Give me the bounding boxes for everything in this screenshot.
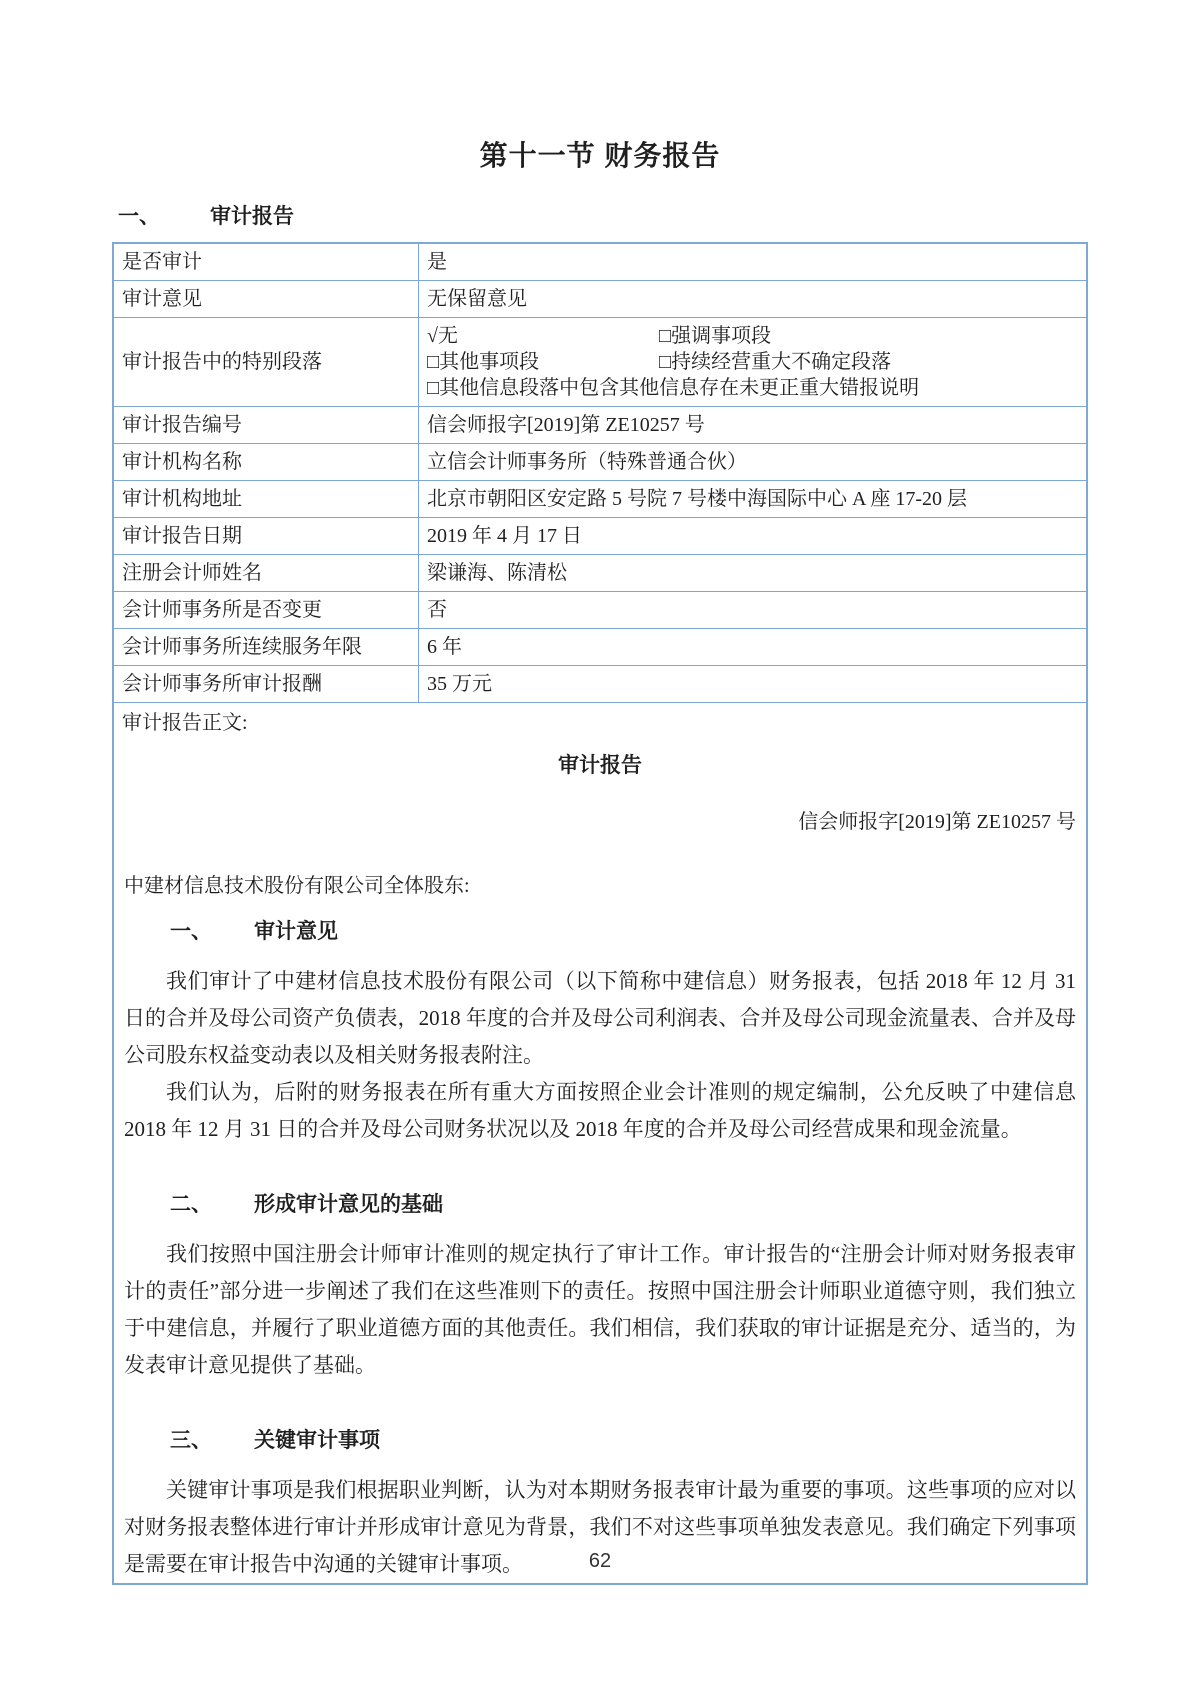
row-label: 会计师事务所审计报酬	[114, 666, 419, 702]
report-section-heading	[170, 1426, 1076, 1456]
page-title: 第十一节 财务报告	[479, 140, 721, 171]
report-section-number: 一、	[170, 920, 212, 943]
page-content	[112, 0, 1088, 1585]
table-row-special-paragraphs	[114, 318, 1086, 407]
report-section-heading	[170, 1190, 1076, 1220]
row-value: 否	[427, 599, 447, 621]
special-option-line	[427, 349, 1078, 375]
report-section-title: 形成审计意见的基础	[254, 1193, 443, 1216]
section-heading-number: 一、	[118, 205, 160, 228]
table-row	[114, 555, 1086, 592]
row-value: 2019 年 4 月 17 日	[427, 525, 582, 547]
section-heading-title: 审计报告	[210, 205, 294, 228]
row-value: 梁谦海、陈清松	[427, 562, 567, 584]
table-row	[114, 481, 1086, 518]
row-value: 无保留意见	[427, 288, 527, 310]
special-option	[427, 323, 659, 349]
row-value: 是	[427, 251, 447, 273]
special-option	[427, 349, 659, 375]
row-label: 审计机构名称	[114, 444, 419, 480]
row-label: 审计报告编号	[114, 407, 419, 443]
row-value: 35 万元	[427, 673, 492, 695]
paragraph: 我们认为，后附的财务报表在所有重大方面按照企业会计准则的规定编制，公允反映了中建信息 2018 年 12 月 31 日的合并及母公司财务状况以及 2018 年度的合并及母公司经营成果和现金流量。	[124, 1080, 1076, 1141]
table-row	[114, 444, 1086, 481]
report-section-title: 审计意见	[254, 920, 338, 943]
checkbox-unchecked-icon: □	[427, 377, 440, 399]
row-value: 6 年	[427, 636, 462, 658]
row-label: 审计报告日期	[114, 518, 419, 554]
audit-summary-table	[112, 242, 1088, 1585]
row-label: 注册会计师姓名	[114, 555, 419, 591]
report-section-number: 二、	[170, 1193, 212, 1216]
report-addressee: 中建材信息技术股份有限公司全体股东:	[124, 875, 470, 897]
row-value: 北京市朝阳区安定路 5 号院 7 号楼中海国际中心 A 座 17-20 层	[427, 488, 967, 510]
special-option-label: 持续经营重大不确定段落	[671, 351, 892, 373]
checkbox-unchecked-icon: □	[659, 351, 672, 373]
special-option-line	[427, 323, 1078, 349]
paragraph: 关键审计事项是我们根据职业判断，认为对本期财务报表审计最为重要的事项。这些事项的应对以对财务报表整体进行审计并形成审计意见为背景，我们不对这些事项单独发表意见。我们确定下列事项是需要在审计报告中沟通的关键审计事项。	[124, 1478, 1076, 1576]
checkbox-unchecked-icon: □	[427, 351, 440, 373]
row-label: 会计师事务所是否变更	[114, 592, 419, 628]
row-label: 会计师事务所连续服务年限	[114, 629, 419, 665]
special-option	[659, 325, 771, 347]
special-option-label: 无	[437, 325, 458, 347]
report-section-title: 关键审计事项	[254, 1429, 380, 1452]
row-value: 信会师报字[2019]第 ZE10257 号	[427, 414, 705, 436]
table-row	[114, 666, 1086, 703]
table-row	[114, 244, 1086, 281]
table-row	[114, 592, 1086, 629]
report-body-label: 审计报告正文:	[122, 712, 248, 734]
table-row	[114, 407, 1086, 444]
page-number: 62	[588, 1550, 612, 1572]
section-heading	[118, 200, 1088, 230]
report-body-cell	[114, 703, 1086, 1583]
check-mark-icon: √	[427, 325, 438, 347]
special-option-label: 其他信息段落中包含其他信息存在未更正重大错报说明	[439, 377, 920, 399]
report-section-number: 三、	[170, 1429, 212, 1452]
row-label: 是否审计	[114, 244, 419, 280]
row-value: 立信会计师事务所（特殊普通合伙）	[427, 451, 747, 473]
row-label: 审计意见	[114, 281, 419, 317]
special-option	[427, 377, 919, 399]
table-row	[114, 518, 1086, 555]
report-title: 审计报告	[558, 754, 642, 777]
report-section-heading	[170, 917, 1076, 947]
special-option-line	[427, 375, 1078, 401]
row-label: 审计报告中的特别段落	[114, 318, 419, 406]
special-option-label: 其他事项段	[439, 351, 540, 373]
checkbox-unchecked-icon: □	[659, 325, 672, 347]
row-value	[419, 318, 1086, 406]
paragraph: 我们审计了中建材信息技术股份有限公司（以下简称中建信息）财务报表，包括 2018 年 12 月 31 日的合并及母公司资产负债表，2018 年度的合并及母公司利润表、合并及母公司现金流量表、合并及母公司股东权益变动表以及相关财务报表附注。	[124, 969, 1076, 1067]
table-row	[114, 281, 1086, 318]
table-row	[114, 629, 1086, 666]
row-label: 审计机构地址	[114, 481, 419, 517]
special-option-label: 强调事项段	[671, 325, 772, 347]
report-number: 信会师报字[2019]第 ZE10257 号	[798, 811, 1076, 833]
paragraph: 我们按照中国注册会计师审计准则的规定执行了审计工作。审计报告的“注册会计师对财务报表审计的责任”部分进一步阐述了我们在这些准则下的责任。按照中国注册会计师职业道德守则，我们独立于中建信息，并履行了职业道德方面的其他责任。我们相信，我们获取的审计证据是充分、适当的，为发表审计意见提供了基础。	[124, 1242, 1076, 1377]
special-option	[659, 351, 891, 373]
